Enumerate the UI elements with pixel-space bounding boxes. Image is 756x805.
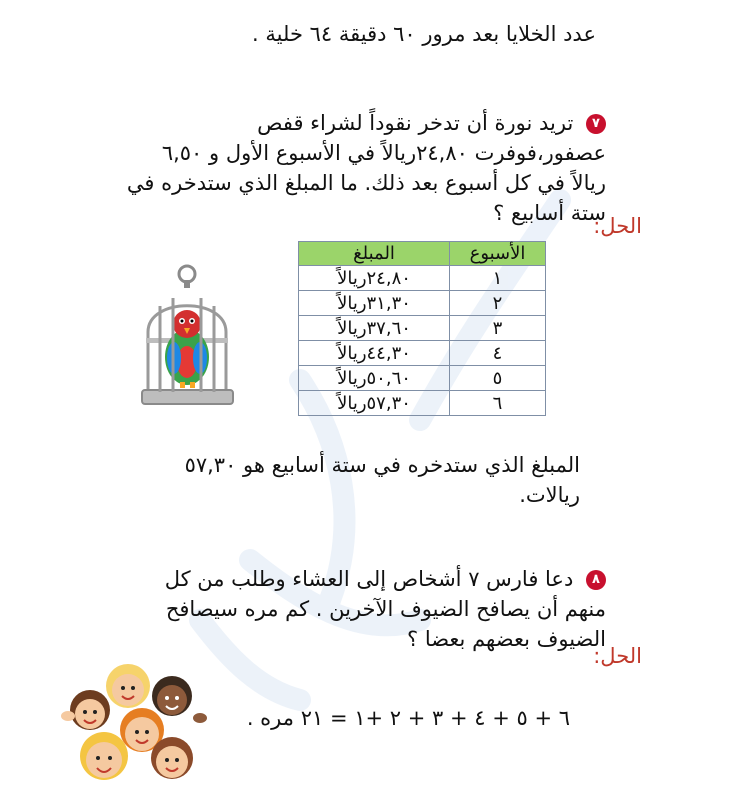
question-number-badge: ٧ bbox=[586, 114, 606, 134]
savings-table bbox=[298, 241, 546, 416]
week-cell: ٥ bbox=[450, 366, 546, 391]
table-row bbox=[299, 291, 546, 316]
table-row bbox=[299, 391, 546, 416]
question-8-answer: ٦ + ٥ + ٤ + ٣ + ٢ +١ = ٢١ مره . bbox=[246, 706, 570, 730]
question-7-answer: المبلغ الذي ستدخره في ستة أسابيع هو ٥٧,٣٠ ريالات. bbox=[184, 453, 580, 507]
solution-label: الحل: bbox=[593, 214, 642, 238]
question-8 bbox=[126, 564, 606, 654]
table-row bbox=[299, 341, 546, 366]
children-group-illustration bbox=[60, 658, 210, 798]
amount-cell: ٥٠,٦٠ريالاً bbox=[299, 366, 450, 391]
week-cell: ٣ bbox=[450, 316, 546, 341]
table-header-amount: المبلغ bbox=[299, 242, 450, 266]
previous-answer-line: عدد الخلايا بعد مرور ٦٠ دقيقة ٦٤ خلية . bbox=[252, 22, 596, 46]
question-7 bbox=[126, 108, 606, 228]
week-cell: ٤ bbox=[450, 341, 546, 366]
solution-label: الحل: bbox=[593, 644, 642, 668]
table-row bbox=[299, 366, 546, 391]
amount-cell: ٢٤,٨٠ريالاً bbox=[299, 266, 450, 291]
question-7-text: تريد نورة أن تدخر نقوداً لشراء قفص عصفور،فوفرت ٢٤,٨٠ريالاً في الأسبوع الأول و ٦,٥٠ ريالاً في كل أسبوع بعد ذلك. ما المبلغ الذي ستدخره في ستة أسابيع ؟ bbox=[126, 111, 606, 225]
table-row bbox=[299, 266, 546, 291]
amount-cell: ٣٧,٦٠ريالاً bbox=[299, 316, 450, 341]
amount-cell: ٥٧,٣٠ريالاً bbox=[299, 391, 450, 416]
bird-cage-illustration bbox=[140, 262, 235, 412]
week-cell: ١ bbox=[450, 266, 546, 291]
week-cell: ٢ bbox=[450, 291, 546, 316]
amount-cell: ٤٤,٣٠ريالاً bbox=[299, 341, 450, 366]
table-header-week: الأسبوع bbox=[450, 242, 546, 266]
table-row bbox=[299, 316, 546, 341]
amount-cell: ٣١,٣٠ريالاً bbox=[299, 291, 450, 316]
question-number-badge: ٨ bbox=[586, 570, 606, 590]
question-8-text: دعا فارس ٧ أشخاص إلى العشاء وطلب من كل منهم أن يصافح الضيوف الآخرين . كم مره سيصافح الضيوف بعضهم بعضا ؟ bbox=[164, 567, 606, 651]
week-cell: ٦ bbox=[450, 391, 546, 416]
